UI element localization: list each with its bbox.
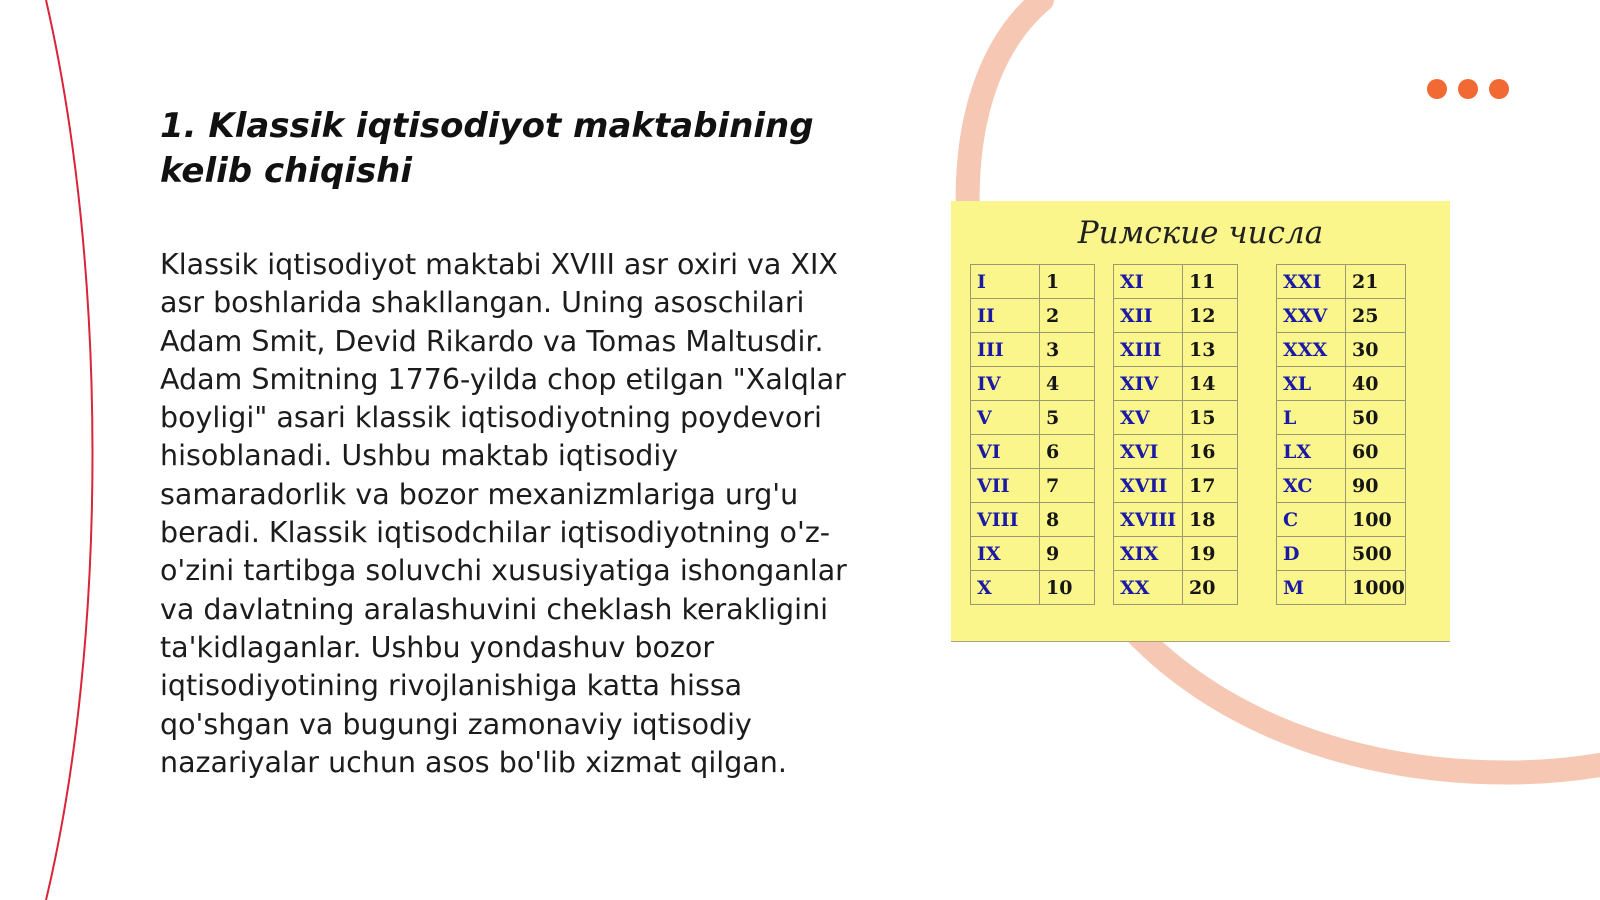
table-row: [1277, 299, 1406, 333]
menu-dots-icon: [1427, 79, 1509, 99]
table-row: [971, 299, 1095, 333]
arabic-number-cell: 50: [1346, 401, 1406, 435]
arabic-number-cell: 5: [1040, 401, 1095, 435]
roman-numerals-caption: Римские числа: [1077, 215, 1324, 251]
arabic-number-cell: 16: [1183, 435, 1238, 469]
table-row: [1277, 401, 1406, 435]
roman-numeral-cell: XC: [1277, 469, 1346, 503]
roman-numeral-cell: L: [1277, 401, 1346, 435]
roman-numerals-image: [951, 201, 1450, 641]
table-row: [1114, 333, 1238, 367]
table-row: [1114, 469, 1238, 503]
roman-numeral-cell: XII: [1114, 299, 1183, 333]
roman-numeral-cell: I: [971, 265, 1040, 299]
roman-numeral-cell: XVI: [1114, 435, 1183, 469]
roman-numeral-cell: M: [1277, 571, 1346, 605]
table-row: [1114, 503, 1238, 537]
table-row: [1114, 571, 1238, 605]
slide-title: 1. Klassik iqtisodiyot maktabining kelib chiqishi: [160, 106, 814, 191]
table-row: [1114, 401, 1238, 435]
arabic-number-cell: 14: [1183, 367, 1238, 401]
slide-body-text: Klassik iqtisodiyot maktabi XVIII asr oxiri va XIX asr boshlarida shakllangan. Uning asoschilari Adam Smit, Devid Rikardo va Tomas Maltusdir. Adam Smitning 1776-yilda chop etilgan "Xalqlar boyligi" asari klassik iqtisodiyotning poydevori hisoblanadi. Ushbu maktab iqtisodiy samaradorlik va bozor mexanizmlariga urg'u beradi. Klassik iqtisodchilar iqtisodiyotning o'z-o'zini tartibga soluvchi xususiyatiga ishonganlar va davlatning aralashuvini cheklash kerakligini ta'kidlaganlar. Ushbu yondashuv bozor iqtisodiyotining rivojlanishiga katta hissa qo'shgan va bugungi zamonaviy iqtisodiy nazariyalar uchun asos bo'lib xizmat qilgan.: [160, 248, 847, 779]
roman-numeral-cell: VII: [971, 469, 1040, 503]
arabic-number-cell: 19: [1183, 537, 1238, 571]
roman-numeral-cell: IV: [971, 367, 1040, 401]
table-row: [1277, 333, 1406, 367]
roman-numeral-cell: XIX: [1114, 537, 1183, 571]
roman-numerals-table: [1276, 264, 1406, 605]
roman-numeral-cell: V: [971, 401, 1040, 435]
table-row: [1277, 537, 1406, 571]
table-row: [971, 333, 1095, 367]
arabic-number-cell: 40: [1346, 367, 1406, 401]
table-row: [1114, 367, 1238, 401]
table-row: [971, 401, 1095, 435]
dot: [1427, 79, 1447, 99]
roman-numeral-cell: XX: [1114, 571, 1183, 605]
table-row: [1277, 265, 1406, 299]
table-row: [971, 571, 1095, 605]
arabic-number-cell: 1: [1040, 265, 1095, 299]
roman-numeral-cell: LX: [1277, 435, 1346, 469]
table-row: [1277, 435, 1406, 469]
arabic-number-cell: 18: [1183, 503, 1238, 537]
roman-numerals-table: [1113, 264, 1238, 605]
table-row: [1277, 469, 1406, 503]
arabic-number-cell: 9: [1040, 537, 1095, 571]
arabic-number-cell: 10: [1040, 571, 1095, 605]
table-row: [971, 367, 1095, 401]
table-row: [1114, 435, 1238, 469]
arabic-number-cell: 8: [1040, 503, 1095, 537]
dot: [1458, 79, 1478, 99]
roman-numeral-cell: XL: [1277, 367, 1346, 401]
roman-numeral-cell: XIV: [1114, 367, 1183, 401]
table-row: [1114, 265, 1238, 299]
table-row: [1114, 299, 1238, 333]
table-row: [971, 469, 1095, 503]
roman-numeral-cell: C: [1277, 503, 1346, 537]
arabic-number-cell: 90: [1346, 469, 1406, 503]
arabic-number-cell: 17: [1183, 469, 1238, 503]
roman-numerals-table: [970, 264, 1095, 605]
roman-numeral-cell: X: [971, 571, 1040, 605]
table-row: [971, 265, 1095, 299]
roman-numeral-cell: II: [971, 299, 1040, 333]
roman-numeral-cell: XV: [1114, 401, 1183, 435]
left-curve-line: [46, 0, 93, 900]
roman-numeral-cell: XXX: [1277, 333, 1346, 367]
roman-numeral-cell: IX: [971, 537, 1040, 571]
arabic-number-cell: 21: [1346, 265, 1406, 299]
roman-numeral-cell: VI: [971, 435, 1040, 469]
arabic-number-cell: 3: [1040, 333, 1095, 367]
table-row: [1277, 367, 1406, 401]
roman-numeral-cell: XVII: [1114, 469, 1183, 503]
arabic-number-cell: 7: [1040, 469, 1095, 503]
roman-numeral-cell: VIII: [971, 503, 1040, 537]
table-row: [1114, 537, 1238, 571]
arabic-number-cell: 25: [1346, 299, 1406, 333]
arabic-number-cell: 12: [1183, 299, 1238, 333]
table-row: [971, 537, 1095, 571]
roman-numeral-cell: XI: [1114, 265, 1183, 299]
roman-numeral-cell: III: [971, 333, 1040, 367]
arabic-number-cell: 1000: [1346, 571, 1406, 605]
roman-numeral-cell: XVIII: [1114, 503, 1183, 537]
arabic-number-cell: 4: [1040, 367, 1095, 401]
roman-numeral-cell: D: [1277, 537, 1346, 571]
table-row: [1277, 503, 1406, 537]
arabic-number-cell: 11: [1183, 265, 1238, 299]
roman-numeral-cell: XIII: [1114, 333, 1183, 367]
dot: [1489, 79, 1509, 99]
arabic-number-cell: 2: [1040, 299, 1095, 333]
arabic-number-cell: 30: [1346, 333, 1406, 367]
arabic-number-cell: 100: [1346, 503, 1406, 537]
roman-numeral-cell: XXI: [1277, 265, 1346, 299]
arabic-number-cell: 6: [1040, 435, 1095, 469]
arabic-number-cell: 20: [1183, 571, 1238, 605]
arabic-number-cell: 13: [1183, 333, 1238, 367]
table-row: [971, 435, 1095, 469]
arabic-number-cell: 60: [1346, 435, 1406, 469]
table-row: [971, 503, 1095, 537]
arabic-number-cell: 15: [1183, 401, 1238, 435]
roman-numeral-cell: XXV: [1277, 299, 1346, 333]
table-row: [1277, 571, 1406, 605]
arabic-number-cell: 500: [1346, 537, 1406, 571]
